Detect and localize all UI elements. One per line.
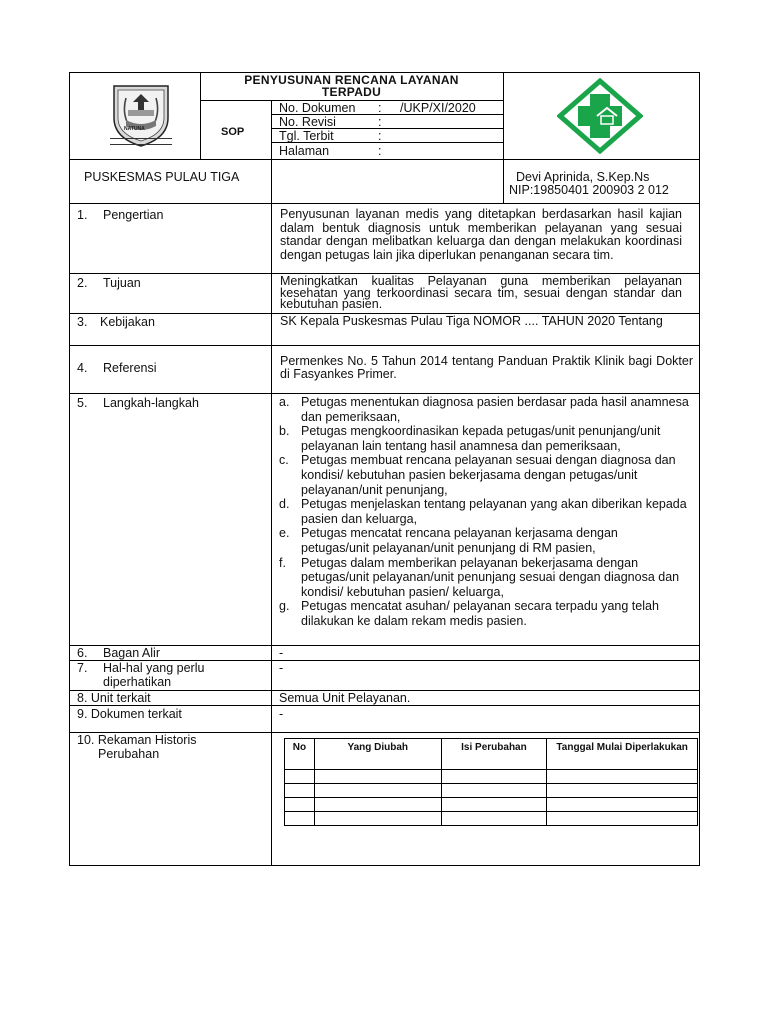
step-text: Petugas menentukan diagnosa pasien berdasar pada hasil anamnesa dan pemeriksaan, bbox=[301, 395, 689, 424]
procedure-step bbox=[279, 526, 689, 555]
document-title-line2: TERPADU bbox=[321, 85, 382, 99]
procedure-step bbox=[279, 556, 689, 600]
frame-left bbox=[69, 72, 70, 866]
section-label-rekaman-line1: 10. Rekaman Historis bbox=[77, 733, 197, 747]
section-label-dokumen: 9. Dokumen terkait bbox=[77, 707, 182, 721]
column-header-tanggal-mulai: Tanggal Mulai Diperlakukan bbox=[547, 739, 698, 770]
procedure-step bbox=[279, 424, 689, 453]
document-title-line1: PENYUSUNAN RENCANA LAYANAN bbox=[244, 73, 459, 87]
puskesmas-logo bbox=[557, 78, 643, 154]
section-label-unit: 8. Unit terkait bbox=[77, 691, 151, 705]
revision-history-table bbox=[284, 738, 698, 826]
step-marker: c. bbox=[279, 453, 289, 468]
step-text: Petugas mengkoordinasikan kepada petugas/unit penunjang/unit pelayanan lain tentang hasil anamnesa dan pemeriksaan, bbox=[301, 424, 661, 453]
procedure-step bbox=[279, 453, 689, 497]
section-text-hal: - bbox=[279, 661, 284, 675]
frame-bottom bbox=[69, 865, 700, 866]
step-marker: b. bbox=[279, 424, 290, 439]
step-text: Petugas dalam memberikan pelayanan bekerjasama dengan petugas/unit pelayanan/unit penunjang sesuai dengan diagnosa dan kondisi/ kebutuhan pasien/ keluarga, bbox=[301, 555, 680, 599]
row-line-5 bbox=[69, 393, 700, 394]
step-text: Petugas menjelaskan tentang pelayanan yang akan diberikan kepada pasien dan keluarga, bbox=[301, 497, 687, 526]
section-number-kebijakan: 3. bbox=[77, 315, 88, 329]
section-number-pengertian: 1. bbox=[77, 208, 88, 222]
meta-sep-tgl-terbit: : bbox=[378, 129, 382, 143]
crest-ribbon bbox=[110, 138, 172, 145]
table-row bbox=[285, 784, 698, 798]
section-text-referensi: Permenkes No. 5 Tahun 2014 tentang Panduan Praktik Klinik bagi Dokter di Fasyankes Primer. bbox=[280, 354, 693, 381]
section-label-langkah: Langkah-langkah bbox=[103, 396, 199, 410]
sop-label: SOP bbox=[221, 126, 245, 138]
section-label-hal-line2: diperhatikan bbox=[103, 675, 172, 689]
procedure-steps-list bbox=[279, 395, 689, 629]
section-label-referensi: Referensi bbox=[103, 361, 157, 375]
step-marker: g. bbox=[279, 599, 290, 614]
meta-label-no-revisi: No. Revisi bbox=[279, 115, 336, 129]
step-marker: f. bbox=[279, 555, 286, 570]
section-label-bagan: Bagan Alir bbox=[103, 646, 160, 660]
section-number-tujuan: 2. bbox=[77, 276, 88, 290]
step-text: Petugas mencatat asuhan/ pelayanan secara terpadu yang telah dilakukan ke dalam rekam medis pasien. bbox=[301, 599, 659, 628]
signer-nip: NIP:19850401 200903 2 012 bbox=[509, 183, 669, 197]
row-line-6 bbox=[69, 645, 700, 646]
step-text: Petugas membuat rencana pelayanan sesuai dengan diagnosa dan kondisi/ kebutuhan pasien bekerjasama dengan petugas/unit pelayanan/unit penunjang, bbox=[301, 453, 676, 497]
header-vline-2 bbox=[271, 100, 272, 159]
step-marker: d. bbox=[279, 497, 290, 512]
section-label-rekaman-line2: Perubahan bbox=[98, 747, 160, 761]
row-line-1 bbox=[69, 203, 700, 204]
table-row bbox=[285, 770, 698, 784]
section-text-tujuan: Meningkatkan kualitas Pelayanan guna memberikan pelayanan kesehatan yang terkoordinasi secara tim, sesuai dengan standar dan kebutuhan pasien. bbox=[280, 274, 682, 311]
header-vline-3 bbox=[503, 72, 504, 203]
column-header-isi-perubahan: Isi Perubahan bbox=[441, 739, 547, 770]
section-label-kebijakan: Kebijakan bbox=[100, 315, 155, 329]
meta-sep-halaman: : bbox=[378, 144, 382, 158]
meta-label-halaman: Halaman bbox=[279, 144, 330, 158]
header-hline-bottom bbox=[69, 159, 700, 160]
column-header-yang-diubah: Yang Diubah bbox=[314, 739, 441, 770]
row-line-4 bbox=[69, 345, 700, 346]
meta-sep-no-dokumen: : bbox=[378, 101, 382, 115]
step-marker: a. bbox=[279, 395, 290, 409]
table-row bbox=[285, 798, 698, 812]
procedure-step bbox=[279, 395, 689, 424]
section-number-langkah: 5. bbox=[77, 396, 88, 410]
green-cross-icon bbox=[557, 78, 643, 154]
section-text-pengertian: Penyusunan layanan medis yang ditetapkan berdasarkan hasil kajian dalam bentuk diagnosis untuk memberikan pelayanan yang sesuai standar dengan melibatkan keluarga dan dengan melakukan koordinasi dengan petugas lain jika diperlukan penanganan secara tim. bbox=[280, 207, 682, 262]
table-header-row bbox=[285, 739, 698, 770]
section-text-dokumen: - bbox=[279, 707, 284, 721]
section-label-tujuan: Tujuan bbox=[103, 276, 141, 290]
meta-label-no-dokumen: No. Dokumen bbox=[279, 101, 356, 115]
section-number-referensi: 4. bbox=[77, 361, 88, 375]
procedure-step bbox=[279, 497, 689, 526]
procedure-step bbox=[279, 599, 689, 628]
signer-name: Devi Aprinida, S.Kep.Ns bbox=[516, 170, 650, 184]
section-number-bagan: 6. bbox=[77, 646, 88, 660]
section-text-kebijakan: SK Kepala Puskesmas Pulau Tiga NOMOR .... TAHUN 2020 Tentang bbox=[280, 314, 663, 328]
section-number-hal: 7. bbox=[77, 661, 88, 675]
puskesmas-name: PUSKESMAS PULAU TIGA bbox=[84, 170, 240, 184]
step-text: Petugas mencatat rencana pelayanan kerjasama dengan petugas/unit pelayanan/unit penunjang di RM pasien, bbox=[301, 526, 618, 555]
section-text-bagan: - bbox=[279, 646, 284, 660]
section-label-pengertian: Pengertian bbox=[103, 208, 164, 222]
frame-right bbox=[699, 72, 700, 866]
table-row bbox=[285, 812, 698, 826]
crest-label: NATUNA bbox=[124, 126, 145, 132]
meta-label-tgl-terbit: Tgl. Terbit bbox=[279, 129, 334, 143]
meta-value-no-dokumen: /UKP/XI/2020 bbox=[400, 101, 476, 115]
step-marker: e. bbox=[279, 526, 290, 541]
section-text-unit: Semua Unit Pelayanan. bbox=[279, 691, 411, 705]
body-vline bbox=[271, 159, 272, 866]
column-header-no: No bbox=[285, 739, 315, 770]
meta-sep-no-revisi: : bbox=[378, 115, 382, 129]
section-label-hal-line1: Hal-hal yang perlu bbox=[103, 661, 205, 675]
